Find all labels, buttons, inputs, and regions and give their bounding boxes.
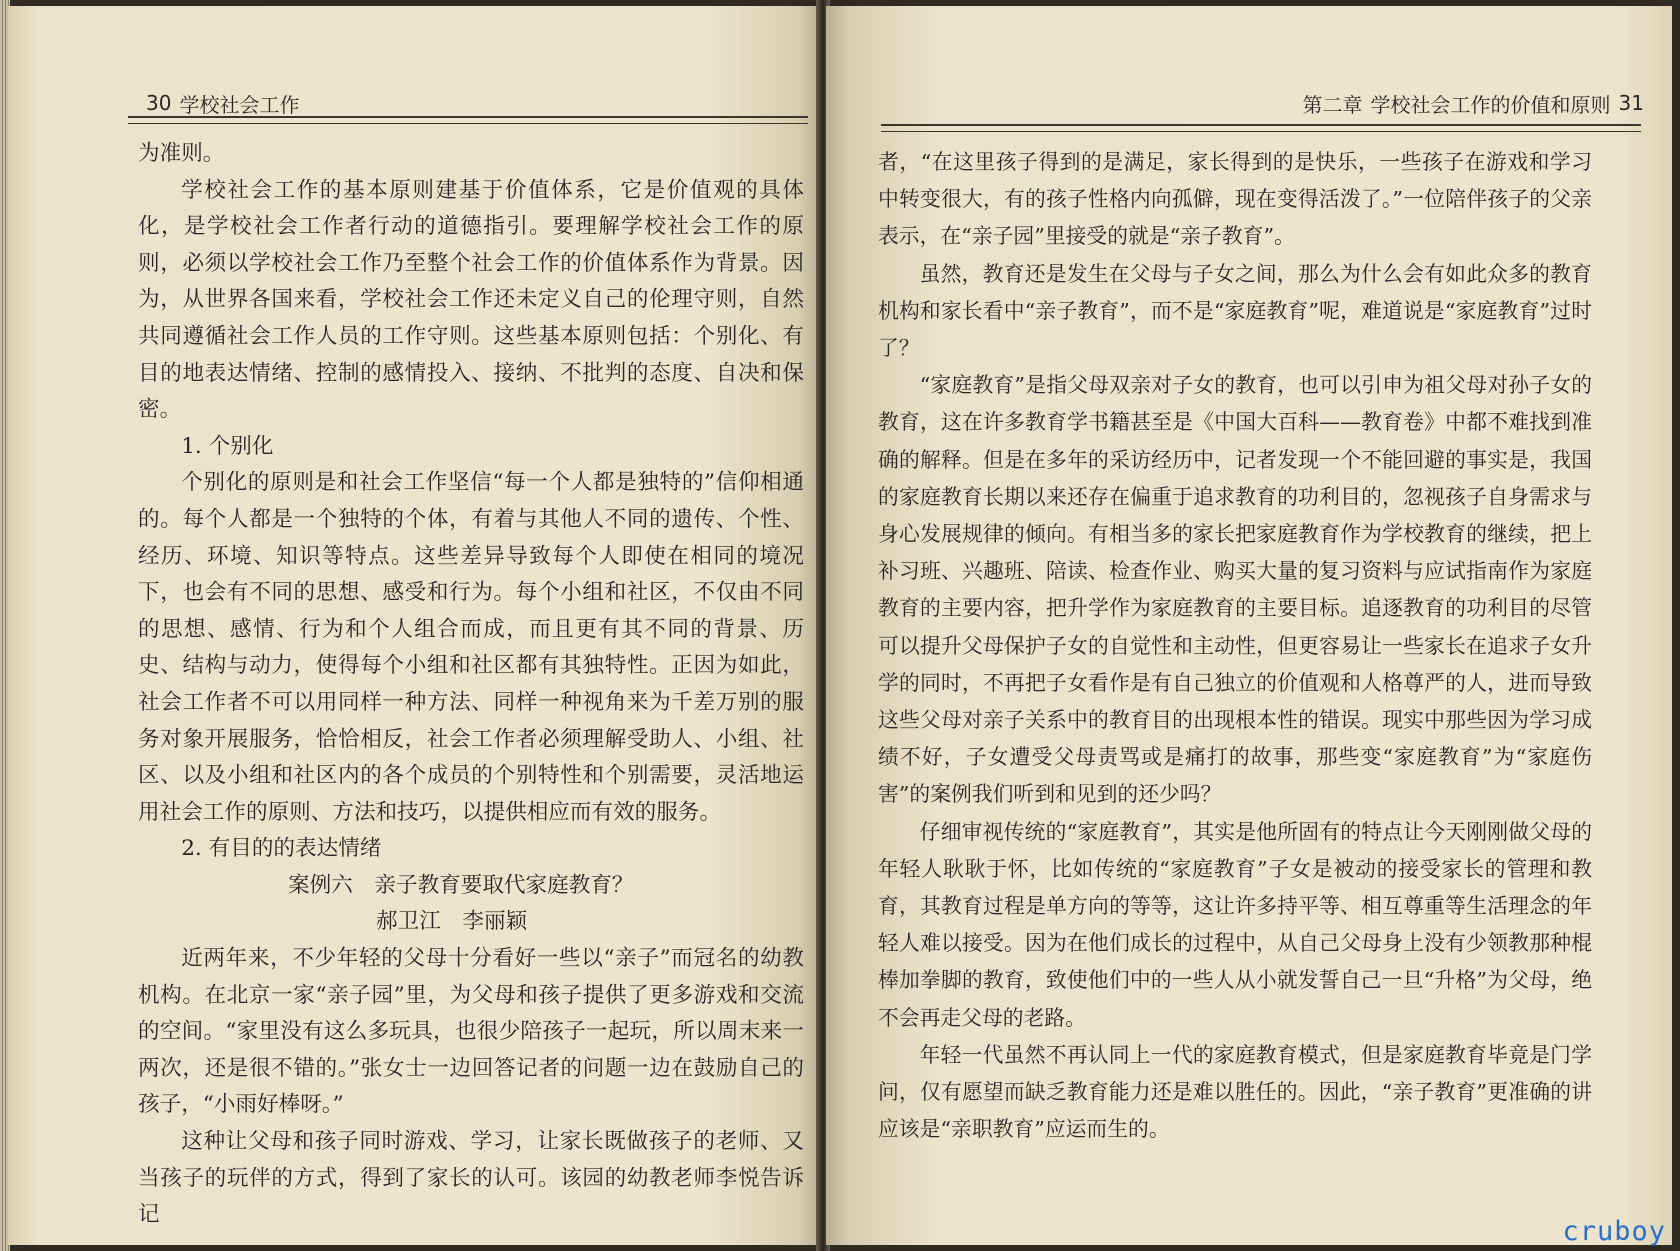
running-title: 学校社会工作 [179,92,300,117]
case-authors: 郝卫江 李丽颖 [376,909,528,935]
watermark: cruboy [1562,1216,1666,1247]
paragraph: 者，“在这里孩子得到的是满足，家长得到的是快乐，一些孩子在游戏和学习中转变很大，有的孩子性格内向孤僻，现在变得活泼了。”一位陪伴孩子的父亲表示，在“亲子园”里接受的就是“亲子教育”。 [878,150,1592,249]
paragraph: 虽然，教育还是发生在父母与子女之间，那么为什么会有如此众多的教育机构和家长看中“亲子教育”，而不是“家庭教育”呢，难道说是“家庭教育”过时了？ [878,261,1592,361]
paragraph: 近两年来，不少年轻的父母十分看好一些以“亲子”而冠名的幼教机构。在北京一家“亲子园”里，为父母和孩子提供了更多游戏和交流的空间。“家里没有这么多玩具，也很少陪孩子一起玩，所以周末来一两次，还是很不错的。”张女士一边回答记者的问题一边在鼓励自己的孩子，“小雨好棒呀。” [138,946,804,1118]
page-number: 31 [1618,91,1644,115]
header-rule [881,124,1641,132]
running-title: 学校社会工作的价值和原则 [1370,92,1611,117]
paragraph: 这种让父母和孩子同时游戏、学习，让家长既做孩子的老师、又当孩子的玩伴的方式，得到了家长的认可。该园的幼教老师李悦告诉记 [138,1129,804,1228]
right-page [826,6,1672,1245]
case-title: 案例六 亲子教育要取代家庭教育？ [288,872,634,898]
left-page-header [146,88,299,118]
section-heading: 2. 有目的的表达情绪 [181,836,382,862]
left-page-body [138,136,804,1234]
page-number: 30 [146,91,172,115]
paragraph: “家庭教育”是指父母双亲对子女的教育，也可以引申为祖父母对孙子女的教育，这在许多教育学书籍甚至是《中国大百科——教育卷》中都不难找到准确的解释。但是在多年的采访经历中，记者发现一个不能回避的事实是，我国的家庭教育长期以来还存在偏重于追求教育的功利目的，忽视孩子自身需求与身心发展规律的倾向。有相当多的家长把家庭教育作为学校教育的继续，把上补习班、兴趣班、陪读、检查作业、购买大量的复习资料与应试指南作为家庭教育的主要内容，把升学作为家庭教育的主要目标。追逐教育的功利目的尽管可以提升父母保护子女的自觉性和主动性，但更容易让一些家长在追求子女升学的同时，不再把子女看作是有自己独立的价值观和人格尊严的人，进而导致这些父母对亲子关系中的教育目的出现根本性的错误。现实中那些因为学习成绩不好，子女遭受父母责骂或是痛打的故事，那些变“家庭教育”为“家庭伤害”的案例我们听到和见到的还少吗？ [878,373,1592,807]
right-page-header [1303,88,1644,118]
right-page-body [878,144,1592,1148]
paragraph: 年轻一代虽然不再认同上一代的家庭教育模式，但是家庭教育毕竟是门学问，仅有愿望而缺乏教育能力还是难以胜任的。因此，“亲子教育”更准确的讲应该是“亲职教育”应运而生的。 [878,1042,1592,1142]
paragraph: 个别化的原则是和社会工作坚信“每一个人都是独特的”信仰相通的。每个人都是一个独特的个体，有着与其他人不同的遗传、个性、经历、环境、知识等特点。这些差异导致每个人即使在相同的境况下，也会有不同的思想、感受和行为。每个小组和社区，不仅由不同的思想、感情、行为和个人组合而成，而且更有其不同的背景、历史、结构与动力，使得每个小组和社区都有其独特性。正因为如此，社会工作者不可以用同样一种方法、同样一种视角来为千差万别的服务对象开展服务，恰恰相反，社会工作者必须理解受助人、小组、社区、以及小组和社区内的各个成员的个别特性和个别需要，灵活地运用社会工作的原则、方法和技巧，以提供相应而有效的服务。 [138,470,804,825]
chapter-label: 第二章 [1302,92,1363,117]
paragraph: 学校社会工作的基本原则建基于价值体系，它是价值观的具体化，是学校社会工作者行动的道德指引。要理解学校社会工作的原则，必须以学校社会工作乃至整个社会工作的价值体系作为背景。因为，从世界各国来看，学校社会工作还未定义自己的伦理守则，自然共同遵循社会工作人员的工作守则。这些基本原则包括：个别化、有目的地表达情绪、控制的感情投入、接纳、不批判的态度、自决和保密。 [138,177,804,423]
paragraph: 为准则。 [138,141,225,166]
paragraph: 仔细审视传统的“家庭教育”，其实是他所固有的特点让今天刚刚做父母的年轻人耿耿于怀，比如传统的“家庭教育”子女是被动的接受家长的管理和教育，其教育过程是单方向的等等，这让许多持平等、相互尊重等生活理念的年轻人难以接受。因为在他们成长的过程中，从自己父母身上没有少领教那种棍棒加拳脚的教育，致使他们中的一些人从小就发誓自己一旦“升格”为父母，绝不会再走父母的老路。 [878,819,1592,1030]
left-page [8,6,820,1245]
section-heading: 1. 个别化 [181,433,274,459]
header-rule [128,116,808,124]
